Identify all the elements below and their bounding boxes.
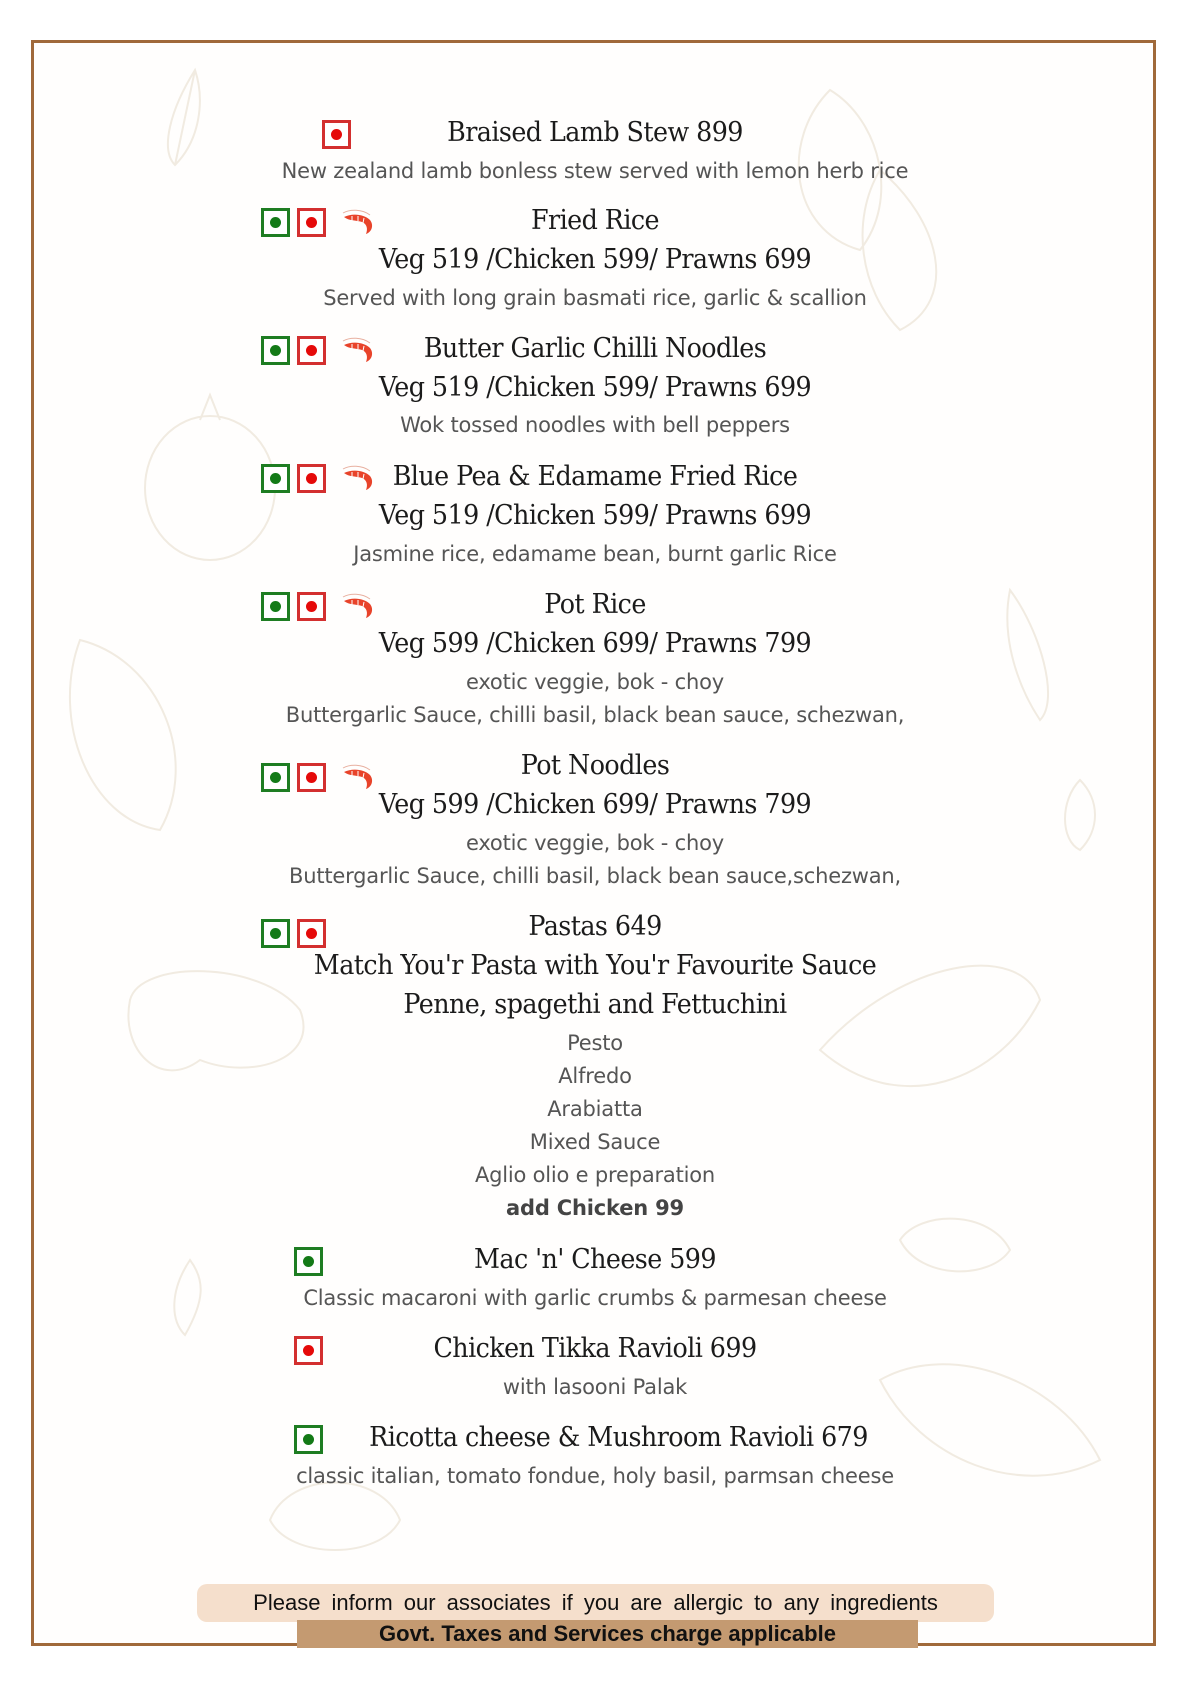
dish-description: classic italian, tomato fondue, holy basil, parmsan cheese [296,1464,894,1488]
dish-prices: Veg 519 /Chicken 599/ Prawns 699 [378,372,812,403]
dish-title: Mac 'n' Cheese 599 [474,1244,716,1275]
dish-description: Classic macaroni with garlic crumbs & parmesan cheese [303,1286,887,1310]
pasta-addon: add Chicken 99 [506,1196,684,1220]
dish-description: Jasmine rice, edamame bean, burnt garlic Rice [353,542,837,566]
sauce-option: Alfredo [558,1064,632,1088]
dish-title: Ricotta cheese & Mushroom Ravioli 679 [369,1422,868,1453]
dish-sauce-options: Buttergarlic Sauce, chilli basil, black bean sauce, schezwan, [285,703,905,727]
dish-description: with lasooni Palak [502,1375,688,1399]
sauce-option: Mixed Sauce [529,1130,661,1154]
pasta-types: Penne, spagethi and Fettuchini [403,989,787,1020]
allergy-notice: Please inform our associates if you are allergic to any ingredients [197,1584,994,1622]
pasta-subtitle: Match You'r Pasta with You'r Favourite Sauce [313,950,877,981]
dish-description: Wok tossed noodles with bell peppers [400,413,790,437]
dish-prices: Veg 519 /Chicken 599/ Prawns 699 [378,244,812,275]
dish-title: Braised Lamb Stew 899 [447,117,743,148]
sauce-option: Arabiatta [547,1097,643,1121]
dish-title: Blue Pea & Edamame Fried Rice [392,461,798,492]
dish-prices: Veg 599 /Chicken 699/ Prawns 799 [378,789,812,820]
dish-title: Pot Noodles [520,750,670,781]
dish-title: Pastas 649 [528,911,662,942]
dish-description: exotic veggie, bok - choy [466,670,724,694]
tax-notice: Govt. Taxes and Services charge applicable [297,1620,918,1648]
dish-prices: Veg 599 /Chicken 699/ Prawns 799 [378,628,812,659]
dish-prices: Veg 519 /Chicken 599/ Prawns 699 [378,500,812,531]
dish-description: Served with long grain basmati rice, garlic & scallion [323,286,867,310]
dish-title: Chicken Tikka Ravioli 699 [433,1333,757,1364]
sauce-option: Pesto [567,1031,623,1055]
dish-description: New zealand lamb bonless stew served with lemon herb rice [281,159,909,183]
sauce-option: Aglio olio e preparation [474,1163,716,1187]
dish-title: Butter Garlic Chilli Noodles [423,333,767,364]
dish-description: exotic veggie, bok - choy [466,831,724,855]
dish-title: Fried Rice [530,205,660,236]
dish-sauce-options: Buttergarlic Sauce, chilli basil, black bean sauce,schezwan, [289,864,901,888]
dish-title: Pot Rice [544,589,646,620]
